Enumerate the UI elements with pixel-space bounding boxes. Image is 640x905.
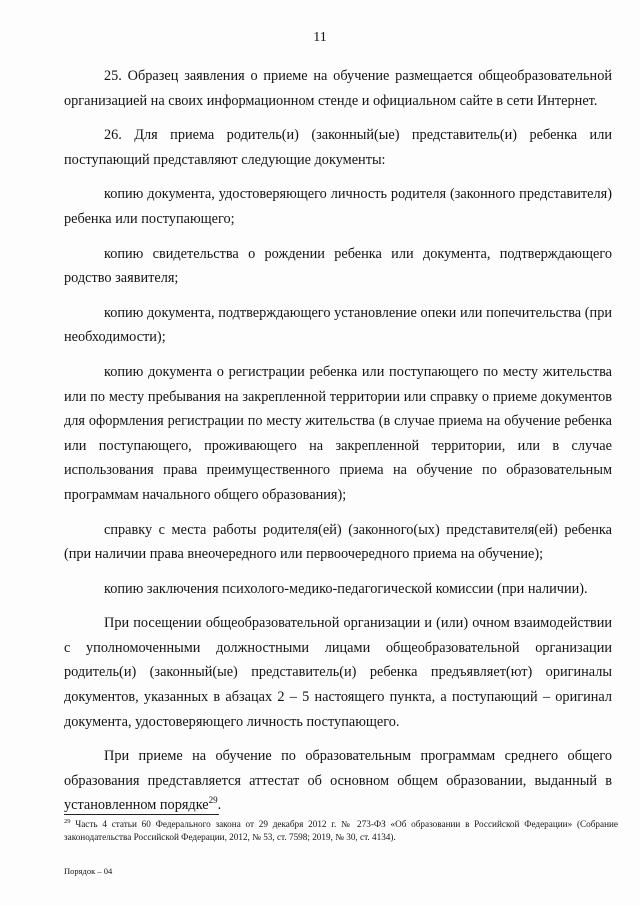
paragraph-26: 26. Для приема родитель(и) (законный(ые) представитель(и) ребенка или поступающий представляют следующие документы: xyxy=(64,127,612,168)
list-item-birth-certificate: копию свидетельства о рождении ребенка или документа, подтверждающего родство заявителя; xyxy=(64,245,612,287)
footnote-separator xyxy=(64,814,219,815)
list-item-guardianship-document: копию документа, подтверждающего установление опеки или попечительства (при необходимости); xyxy=(64,304,612,346)
footnote xyxy=(64,818,618,844)
footnote-reference: 29 xyxy=(208,795,218,806)
list-item-identity-document: копию документа, удостоверяющего личность родителя (законного представителя) ребенка или поступающего; xyxy=(64,186,612,227)
list-item-registration-document: копию документа о регистрации ребенка или поступающего по месту жительства или по месту пребывания на закрепленной территории или справку о приеме документов для оформления регистрации по месту жительства (в случае приема на обучение ребенка или поступающего, проживающего на закрепленной территории, или в случае использования права преимущественного приема на обучение по образовательным программам начального общего образования); xyxy=(64,363,612,503)
footer-code: Порядок – 04 xyxy=(64,866,113,876)
list-item-commission-conclusion: копию заключения психолого-медико-педагогической комиссии (при наличии). xyxy=(104,580,588,597)
list-item-work-certificate: справку с места работы родителя(ей) (законного(ых) представителя(ей) ребенка (при наличии права внеочередного или первоочередного приема на обучение); xyxy=(64,521,612,563)
paragraph-25: 25. Образец заявления о приеме на обучение размещается общеобразовательной организацией на своих информационном стенде и официальном сайте в сети Интернет. xyxy=(64,68,612,109)
page-number: 11 xyxy=(313,30,327,45)
paragraph-secondary-education: При приеме на обучение по образовательным программам среднего общего образования представляется аттестат об основном общем образовании, выданный в установленном порядке$^{29}$. xyxy=(64,748,612,814)
footnote-text: Часть 4 статьи 60 Федерального закона от 29 декабря 2012 г. № 273-ФЗ «Об образовании в Российской Федерации» (Собрание законодательства Российской Федерации, 2012, № 53, ст. 7598; 2019, № 30, ст. 4134). xyxy=(64,819,618,842)
paragraph-original-documents: При посещении общеобразовательной организации и (или) очном взаимодействии с уполномоченными должностными лицами общеобразовательной организации родитель(и) (законный(ые) представитель(и) ребенка предъявляет(ют) оригиналы документов, указанных в абзацах 2 – 5 настоящего пункта, а поступающий – оригинал документа, удостоверяющего личность поступающего. xyxy=(64,615,612,730)
footnote-marker: 29 xyxy=(64,817,71,825)
paragraph-secondary-education-text: При приеме на обучение по образовательным программам среднего общего образования представляется аттестат об основном общем образовании, выданный в установленном порядке xyxy=(64,748,612,814)
document-body xyxy=(64,64,612,818)
